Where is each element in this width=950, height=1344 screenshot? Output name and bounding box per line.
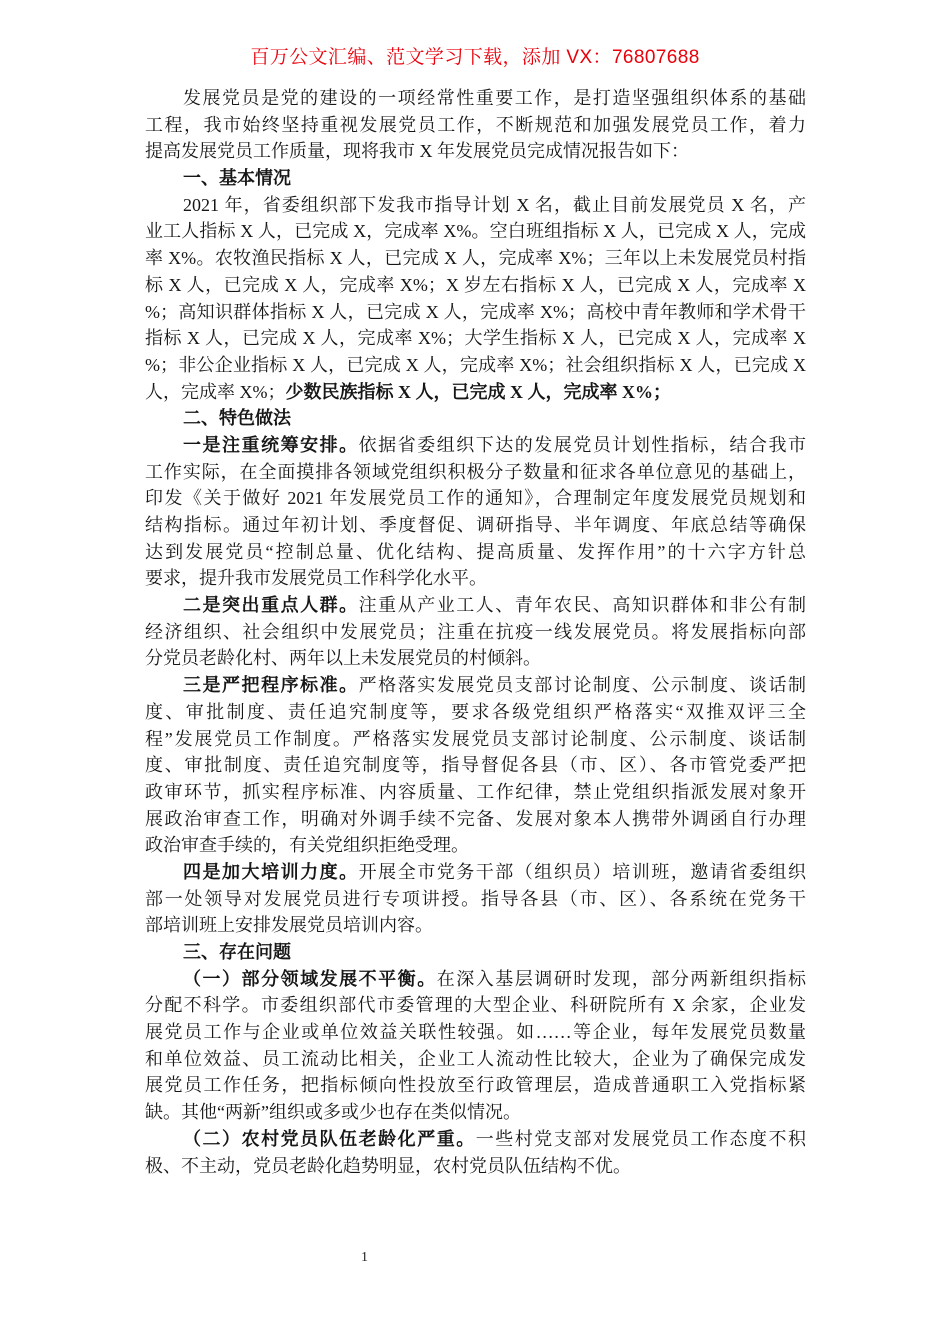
text-line bbox=[145, 112, 806, 139]
body-text: 度、审批制度、责任追究制度等，要求各级党组织严格落实“双推双评三全 bbox=[145, 701, 806, 722]
text-line bbox=[145, 806, 806, 833]
bold-lead-text: （二）农村党员队伍老龄化严重。 bbox=[183, 1128, 476, 1149]
body-text: 部培训班上安排发展党员培训内容。 bbox=[145, 915, 433, 936]
body-text: 严格落实发展党员支部讨论制度、公示制度、谈话制 bbox=[358, 675, 807, 696]
body-text: 缺。其他“两新”组织或多或少也存在类似情况。 bbox=[145, 1102, 521, 1123]
text-line bbox=[145, 992, 806, 1019]
text-line bbox=[145, 966, 806, 993]
body-text: 展政治审查工作，明确对外调手续不完备、发展对象本人携带外调函自行办理 bbox=[145, 808, 806, 829]
heading-text: 一、基本情况 bbox=[183, 168, 291, 189]
body-text: 人，完成率 X%； bbox=[145, 381, 286, 402]
body-text: 在深入基层调研时发现，部分两新组织指标 bbox=[436, 968, 807, 989]
text-line bbox=[145, 726, 806, 753]
body-text: 工程，我市始终坚持重视发展党员工作，不断规范和加强发展党员工作，着力 bbox=[145, 114, 806, 135]
page-number: 1 bbox=[361, 1250, 368, 1265]
paragraph bbox=[145, 85, 806, 165]
section-heading bbox=[145, 939, 806, 966]
body-text: 展党员工作任务，把指标倾向性投放至行政管理层，造成普通职工入党指标紧 bbox=[145, 1075, 806, 1096]
bold-lead-text: 少数民族指标 X 人，已完成 X 人，完成率 X%； bbox=[285, 381, 671, 402]
paragraph bbox=[145, 672, 806, 859]
body-text: %；高知识群体指标 X 人，已完成 X 人，完成率 X%；高校中青年教师和学术骨干 bbox=[145, 301, 806, 322]
text-line bbox=[145, 1126, 806, 1153]
text-line bbox=[145, 192, 806, 219]
text-line bbox=[145, 405, 806, 432]
paragraph bbox=[145, 1126, 806, 1179]
bold-lead-text: 四是加大培训力度。 bbox=[183, 861, 359, 882]
text-line bbox=[145, 859, 806, 886]
text-line bbox=[145, 218, 806, 245]
text-line bbox=[145, 379, 806, 406]
text-line bbox=[145, 565, 806, 592]
section-heading bbox=[145, 405, 806, 432]
body-text: 率 X%。农牧渔民指标 X 人，已完成 X 人，完成率 X%；三年以上未发展党员村指 bbox=[145, 248, 806, 269]
text-line bbox=[145, 672, 806, 699]
text-line bbox=[145, 245, 806, 272]
paragraph bbox=[145, 859, 806, 939]
text-line bbox=[145, 886, 806, 913]
text-line bbox=[145, 512, 806, 539]
heading-text: 二、特色做法 bbox=[183, 408, 291, 429]
text-line bbox=[145, 539, 806, 566]
text-line bbox=[145, 85, 806, 112]
body-text: 部一处领导对发展党员进行专项讲授。指导各县（市、区）、各系统在党务干 bbox=[145, 888, 806, 909]
text-line bbox=[145, 138, 806, 165]
body-text: 政审环节，抓实程序标准、内容质量、工作纪律，禁止党组织指派发展对象开 bbox=[145, 781, 806, 802]
text-line bbox=[145, 165, 806, 192]
text-line bbox=[145, 1153, 806, 1180]
text-line bbox=[145, 619, 806, 646]
body-text: 工作实际，在全面摸排各领域党组织积极分子数量和征求各单位意见的基础上， bbox=[145, 461, 806, 482]
body-text: 分党员老龄化村、两年以上未发展党员的村倾斜。 bbox=[145, 648, 541, 669]
paragraph bbox=[145, 966, 806, 1126]
body-text: 依据省委组织下达的发展党员计划性指标，结合我市 bbox=[358, 434, 807, 455]
section-heading bbox=[145, 165, 806, 192]
body-text: 注重从产业工人、青年农民、高知识群体和非公有制 bbox=[358, 595, 807, 616]
text-line bbox=[145, 1072, 806, 1099]
header-banner: 百万公文汇编、范文学习下载，添加 VX：76807688 bbox=[250, 47, 700, 68]
document-body bbox=[145, 85, 806, 1179]
text-line bbox=[145, 459, 806, 486]
body-text: 度、审批制度、责任追究制度等，指导督促各县（市、区）、各市管党委严把 bbox=[145, 755, 806, 776]
paragraph bbox=[145, 592, 806, 672]
text-line bbox=[145, 1046, 806, 1073]
body-text: 经济组织、社会组织中发展党员；注重在抗疫一线发展党员。将发展指标向部 bbox=[145, 621, 806, 642]
bold-lead-text: 一是注重统筹安排。 bbox=[183, 434, 359, 455]
body-text: 提高发展党员工作质量，现将我市 X 年发展党员完成情况报告如下： bbox=[145, 141, 689, 162]
body-text: 达到发展党员“控制总量、优化结构、提高质量、发挥作用”的十六字方针总 bbox=[145, 541, 806, 562]
text-line bbox=[145, 352, 806, 379]
body-text: 一些村党支部对发展党员工作态度不积 bbox=[475, 1128, 807, 1149]
body-text: 发展党员是党的建设的一项经常性重要工作，是打造坚强组织体系的基础 bbox=[183, 88, 806, 108]
text-line bbox=[145, 699, 806, 726]
text-line bbox=[145, 1099, 806, 1126]
body-text: 指标 X 人，已完成 X 人，完成率 X%；大学生指标 X 人，已完成 X 人，完成率 X bbox=[145, 328, 806, 349]
body-text: 和单位效益、员工流动比相关，企业工人流动性比较大，企业为了确保完成发 bbox=[145, 1048, 806, 1069]
body-text: 展党员工作与企业或单位效益关联性较强。如……等企业，每年发展党员数量 bbox=[145, 1022, 806, 1043]
text-line bbox=[145, 645, 806, 672]
text-line bbox=[145, 752, 806, 779]
text-line bbox=[145, 325, 806, 352]
text-line bbox=[145, 912, 806, 939]
text-line bbox=[145, 485, 806, 512]
text-line bbox=[145, 299, 806, 326]
bold-lead-text: （一）部分领域发展不平衡。 bbox=[183, 968, 437, 989]
text-line bbox=[145, 779, 806, 806]
body-text: 标 X 人，已完成 X 人，完成率 X%；X 岁左右指标 X 人，已完成 X 人，完成率 X bbox=[145, 274, 807, 295]
bold-lead-text: 二是突出重点人群。 bbox=[183, 595, 359, 616]
body-text: 开展全市党务干部（组织员）培训班，邀请省委组织 bbox=[358, 861, 807, 882]
body-text: 极、不主动，党员老龄化趋势明显，农村党员队伍结构不优。 bbox=[145, 1155, 631, 1176]
text-line bbox=[145, 832, 806, 859]
text-line bbox=[145, 592, 806, 619]
text-line bbox=[145, 432, 806, 459]
paragraph bbox=[145, 432, 806, 592]
body-text: %；非公企业指标 X 人，已完成 X 人，完成率 X%；社会组织指标 X 人，已完成 X bbox=[145, 354, 806, 375]
body-text: 业工人指标 X 人，已完成 X，完成率 X%。空白班组指标 X 人，已完成 X 人，完成 bbox=[145, 221, 806, 242]
body-text: 印发《关于做好 2021 年发展党员工作的通知》，合理制定年度发展党员规划和 bbox=[145, 488, 806, 509]
bold-lead-text: 三是严把程序标准。 bbox=[183, 675, 359, 696]
text-line bbox=[145, 272, 806, 299]
body-text: 要求，提升我市发展党员工作科学化水平。 bbox=[145, 568, 487, 589]
body-text: 政治审查手续的，有关党组织拒绝受理。 bbox=[145, 835, 469, 856]
body-text: 分配不科学。市委组织部代市委管理的大型企业、科研院所有 X 余家，企业发 bbox=[145, 995, 806, 1016]
heading-text: 三、存在问题 bbox=[183, 942, 291, 962]
body-text: 程”发展党员工作制度。严格落实发展党员支部讨论制度、公示制度、谈话制 bbox=[145, 728, 806, 749]
paragraph bbox=[145, 192, 806, 406]
text-line bbox=[145, 1019, 806, 1046]
body-text: 2021 年，省委组织部下发我市指导计划 X 名，截止目前发展党员 X 名，产 bbox=[183, 194, 806, 215]
text-line bbox=[145, 939, 806, 966]
body-text: 结构指标。通过年初计划、季度督促、调研指导、半年调度、年底总结等确保 bbox=[145, 515, 806, 535]
